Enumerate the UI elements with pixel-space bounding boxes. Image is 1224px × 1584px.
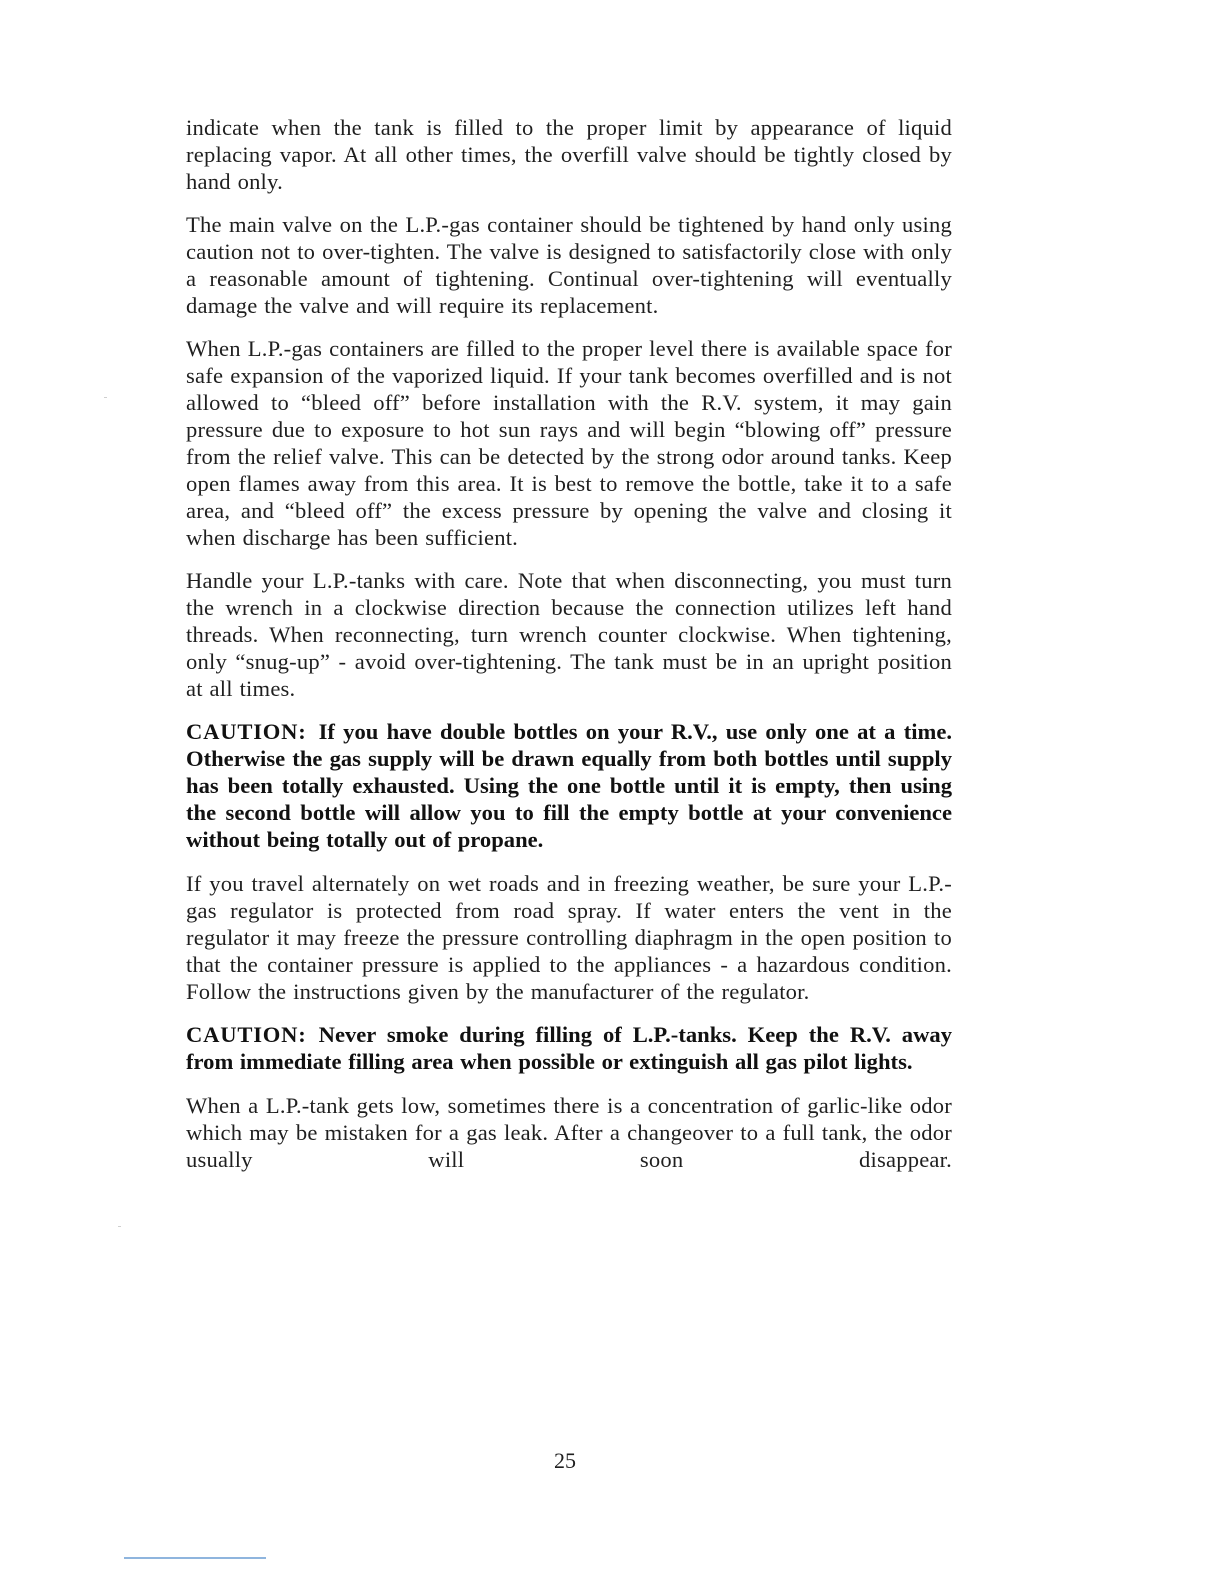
caution-no-smoking [186,1021,952,1075]
paragraph-overfilled-containers: When L.P.-gas containers are filled to the proper level there is available space for safe expansion of the vaporized liquid. If your tank becomes overfilled and is not allowed to “bleed off” before installation with the R.V. system, it may gain pressure due to exposure to hot sun rays and will begin “blowing off” pressure from the relief valve. This can be detected by the strong odor around tanks. Keep open flames away from this area. It is best to remove the bottle, take it to a safe area, and “bleed off” the excess pressure by opening the valve and closing it when discharge has been sufficient. [186,336,952,550]
caution-text: Never smoke during filling of L.P.-tanks. Keep the R.V. away from immediate filling area when possible or extinguish all gas pilot lights. [186,1022,952,1074]
paragraph-handle-tanks: Handle your L.P.-tanks with care. Note that when disconnecting, you must turn the wrench in a clockwise direction because the connection utilizes left hand threads. When reconnecting, turn wrench counter clockwise. When tightening, only “snug-up” - avoid over-tightening. The tank must be in an upright position at all times. [186,568,952,701]
paragraph-garlic-odor: When a L.P.-tank gets low, sometimes there is a concentration of garlic-like odor which may be mistaken for a gas leak. After a changeover to a full tank, the odor usually will soon disappear. [186,1093,952,1172]
page-body [186,114,952,1189]
paragraph-road-spray: If you travel alternately on wet roads and in freezing weather, be sure your L.P.-gas regulator is protected from road spray. If water enters the vent in the regulator it may freeze the pressure controlling diaphragm in the open position to that the container pressure is applied to the appliances - a hazardous condition. Follow the instructions given by the manufacturer of the regulator. [186,871,952,1004]
caution-label: CAUTION: [186,719,307,744]
page-number: 25 [554,1448,576,1473]
paragraph-overfill-valve: indicate when the tank is filled to the proper limit by appearance of liquid replacing vapor. At all other times, the overfill valve should be tightly closed by hand only. [186,115,952,194]
margin-mark [118,1226,121,1227]
caution-text: If you have double bottles on your R.V., use only one at a time. Otherwise the gas supply will be drawn equally from both bottles until supply has been totally exhausted. Using the one bottle until it is empty, then using the second bottle will allow you to fill the empty bottle at your convenience without being totally out of propane. [186,719,952,852]
caution-double-bottles [186,718,952,853]
margin-mark [104,397,107,398]
caution-label: CAUTION: [186,1022,307,1047]
footer-rule [124,1557,266,1559]
paragraph-main-valve: The main valve on the L.P.-gas container should be tightened by hand only using caution not to over-tighten. The valve is designed to satisfactorily close with only a reasonable amount of tightening. Continual over-tightening will eventually damage the valve and will require its replacement. [186,212,952,318]
